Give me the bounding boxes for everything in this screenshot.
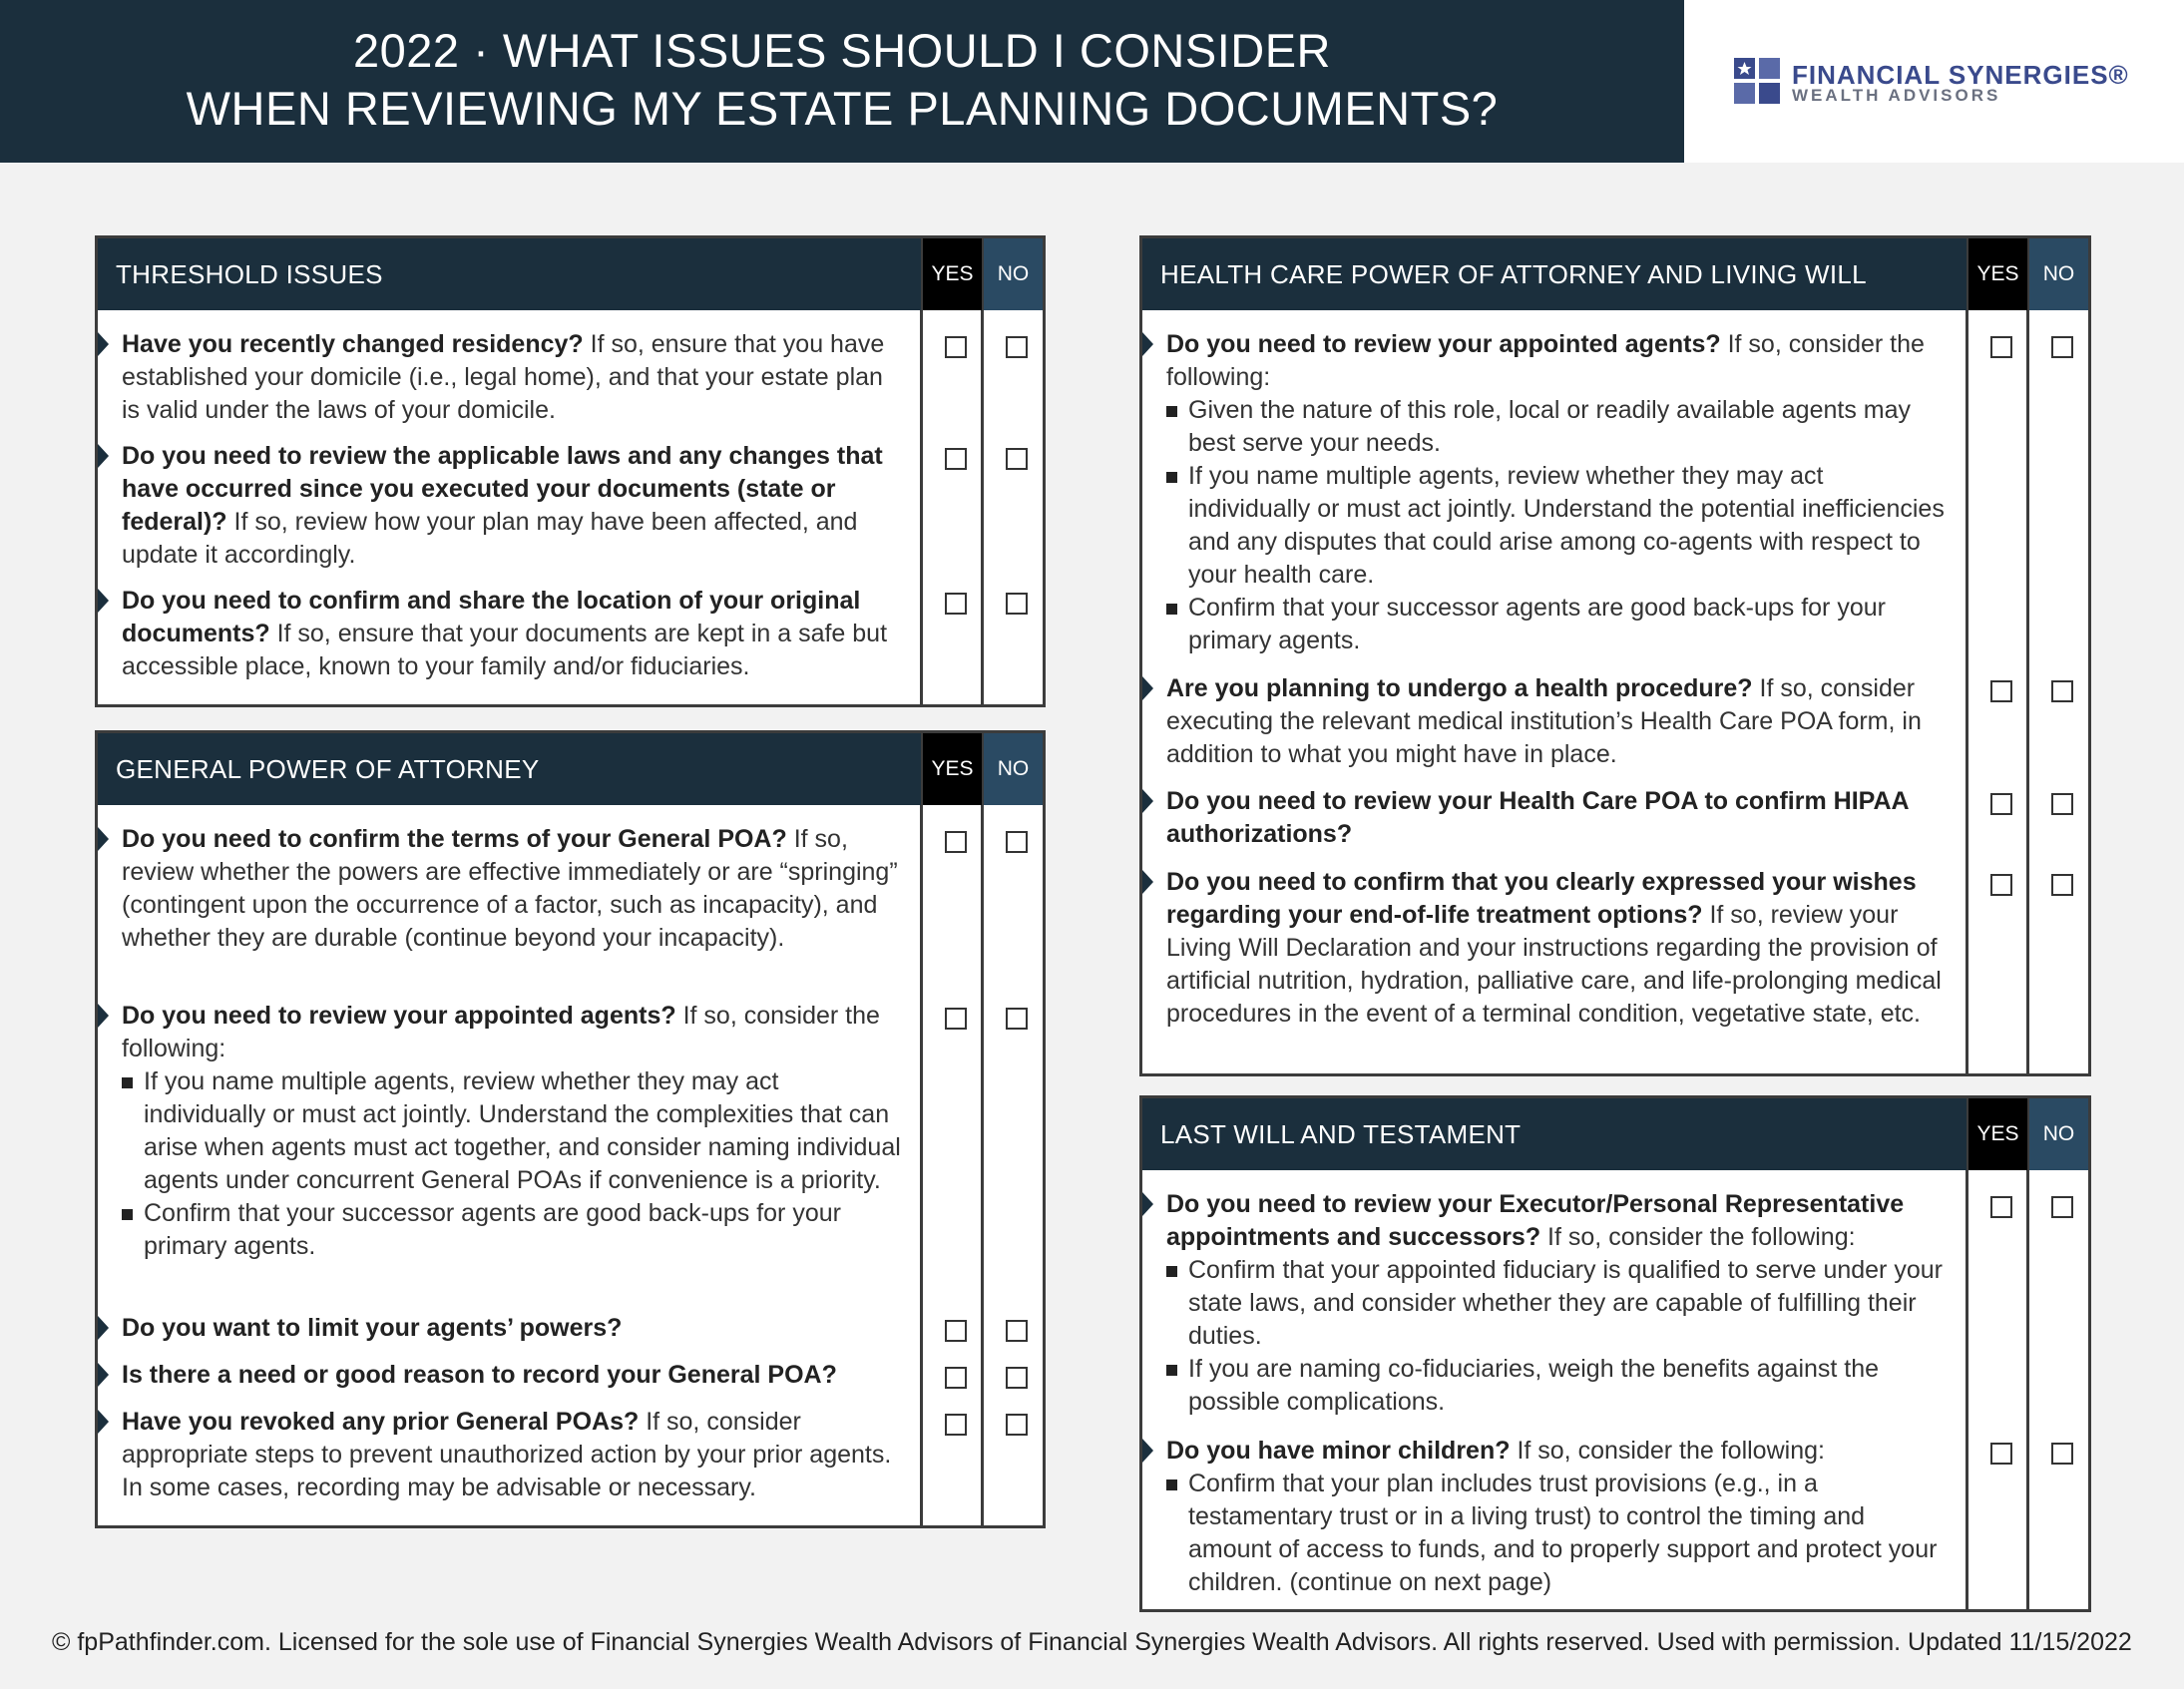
question: Is there a need or good reason to record your General POA? xyxy=(122,1361,837,1389)
yes-column-header: YES xyxy=(921,238,982,310)
column-divider xyxy=(2026,310,2029,1073)
yes-checkbox[interactable] xyxy=(945,336,967,358)
yes-checkbox[interactable] xyxy=(945,831,967,853)
no-checkbox[interactable] xyxy=(2051,874,2073,896)
list-item xyxy=(98,1359,901,1392)
question-detail: If so, review how your plan may have been affected, and update it accordingly. xyxy=(122,508,858,569)
no-checkbox[interactable] xyxy=(1006,448,1028,470)
column-divider xyxy=(981,805,984,1525)
logo-mark-icon xyxy=(1734,58,1780,104)
question-detail: If so, consider appropriate steps to prevent unauthorized action by your prior agents. In some cases, recording may be advisable or necessary. xyxy=(122,1408,892,1501)
panel-header xyxy=(98,238,1043,310)
arrow-icon xyxy=(98,1363,109,1387)
question: Do you have minor children? xyxy=(1166,1437,1511,1465)
column-divider xyxy=(920,310,923,704)
arrow-icon xyxy=(98,589,109,613)
list-item xyxy=(1142,672,1947,771)
no-column-header: NO xyxy=(982,733,1043,805)
no-checkbox[interactable] xyxy=(1006,1320,1028,1342)
no-checkbox[interactable] xyxy=(2051,336,2073,358)
yes-column-header: YES xyxy=(1966,1098,2027,1170)
panel-header xyxy=(98,733,1043,805)
column-divider xyxy=(920,805,923,1525)
bullet-item: If you are naming co-fiduciaries, weigh the benefits against the possible complications. xyxy=(1166,1353,1947,1419)
list-item xyxy=(1142,1188,1947,1419)
yes-checkbox[interactable] xyxy=(1990,874,2012,896)
list-item xyxy=(1142,1435,1947,1599)
logo xyxy=(1684,0,2184,163)
column-divider xyxy=(2026,1170,2029,1609)
no-checkbox[interactable] xyxy=(1006,336,1028,358)
no-checkbox[interactable] xyxy=(2051,1196,2073,1218)
list-item xyxy=(98,823,901,955)
no-checkbox[interactable] xyxy=(1006,593,1028,615)
last-will-panel xyxy=(1139,1095,2091,1612)
panel-title: LAST WILL AND TESTAMENT xyxy=(1160,1119,1522,1149)
no-column-header: NO xyxy=(2027,238,2088,310)
question: Have you recently changed residency? xyxy=(122,330,584,358)
no-checkbox[interactable] xyxy=(1006,1414,1028,1436)
yes-checkbox[interactable] xyxy=(945,1320,967,1342)
question-detail: If so, consider the following: xyxy=(1510,1437,1825,1465)
question-detail: If so, consider executing the relevant medical institution’s Health Care POA form, in addition to what you might have in place. xyxy=(1166,674,1922,768)
question-detail: If so, ensure that you have established your domicile (i.e., legal home), and that your estate plan is valid under the laws of your domicile. xyxy=(122,330,885,424)
question-detail: If so, review your Living Will Declaration and your instructions regarding the provision of artificial nutrition, hydration, palliative care, and life-prolonging medical procedures in the event of a terminal condition, vegetative state, etc. xyxy=(1166,901,1942,1028)
yes-checkbox[interactable] xyxy=(1990,336,2012,358)
no-checkbox[interactable] xyxy=(1006,1008,1028,1030)
question: Are you planning to undergo a health procedure? xyxy=(1166,674,1753,702)
footer-copyright: © fpPathfinder.com. Licensed for the sole use of Financial Synergies Wealth Advisors of Financial Synergies Wealth Advisors. All rights reserved. Used with permission. Updated 11/15/2022 xyxy=(52,1628,2132,1656)
arrow-icon xyxy=(1142,676,1153,700)
question: Do you need to review your Executor/Personal Representative appointments and successors? xyxy=(1166,1190,1905,1251)
question-detail: If so, ensure that your documents are kept in a safe but accessible place, known to your family and/or fiduciaries. xyxy=(122,620,888,680)
arrow-icon xyxy=(1142,1439,1153,1463)
column-divider xyxy=(1966,310,1968,1073)
yes-checkbox[interactable] xyxy=(945,1414,967,1436)
list-item xyxy=(98,440,901,572)
question-detail: If so, consider the following: xyxy=(1540,1223,1856,1251)
threshold-issues-panel xyxy=(95,235,1046,707)
no-column-header: NO xyxy=(2027,1098,2088,1170)
list-item xyxy=(1142,866,1947,1031)
no-checkbox[interactable] xyxy=(2051,793,2073,815)
question: Do you need to confirm that you clearly expressed your wishes regarding your end-of-life treatment options? xyxy=(1166,868,1917,929)
question-detail: If so, consider the following: xyxy=(122,1002,880,1062)
list-item xyxy=(98,1312,901,1345)
arrow-icon xyxy=(1142,789,1153,813)
arrow-icon xyxy=(1142,870,1153,894)
arrow-icon xyxy=(1142,332,1153,356)
bullet-item: Given the nature of this role, local or readily available agents may best serve your needs. xyxy=(1166,394,1947,460)
question: Do you need to review the applicable laws and any changes that have occurred since you executed your documents (state or federal)? xyxy=(122,442,883,536)
no-checkbox[interactable] xyxy=(2051,1443,2073,1465)
arrow-icon xyxy=(98,827,109,851)
panel-title: HEALTH CARE POWER OF ATTORNEY AND LIVING WILL xyxy=(1160,259,1867,289)
yes-checkbox[interactable] xyxy=(945,448,967,470)
question: Do you need to confirm and share the location of your original documents? xyxy=(122,587,861,647)
yes-checkbox[interactable] xyxy=(945,1367,967,1389)
bullet-item: Confirm that your successor agents are good back-ups for your primary agents. xyxy=(122,1197,901,1263)
arrow-icon xyxy=(98,1410,109,1434)
question: Do you need to review your appointed agents? xyxy=(122,1002,676,1030)
question-detail: If so, review whether the powers are effective immediately or are “springing” (contingent upon the occurrence of a factor, such as incapacity), and whether they are durable (continue beyond your incapacity). xyxy=(122,825,898,952)
no-checkbox[interactable] xyxy=(1006,1367,1028,1389)
panel-title: THRESHOLD ISSUES xyxy=(116,259,383,289)
arrow-icon xyxy=(98,1316,109,1340)
list-item xyxy=(1142,785,1947,851)
question: Do you want to limit your agents’ powers? xyxy=(122,1314,623,1342)
yes-checkbox[interactable] xyxy=(1990,1196,2012,1218)
yes-checkbox[interactable] xyxy=(945,1008,967,1030)
no-column-header: NO xyxy=(982,238,1043,310)
logo-subtitle: WEALTH ADVISORS xyxy=(1792,86,2001,105)
page-title-line-2: WHEN REVIEWING MY ESTATE PLANNING DOCUMENTS? xyxy=(186,82,1499,135)
general-poa-panel xyxy=(95,730,1046,1528)
yes-checkbox[interactable] xyxy=(1990,680,2012,702)
panel-header xyxy=(1142,238,2088,310)
list-item xyxy=(98,328,901,427)
arrow-icon xyxy=(98,332,109,356)
list-item xyxy=(98,585,901,683)
question: Do you need to review your appointed agents? xyxy=(1166,330,1721,358)
panel-title: GENERAL POWER OF ATTORNEY xyxy=(116,754,540,784)
list-item xyxy=(1142,328,1947,657)
bullet-item: If you name multiple agents, review whether they may act individually or must act jointly. Understand the complexities that can arise when agents must act together, and consider naming individual agents under concurrent General POAs if convenience is a priority. xyxy=(122,1065,901,1197)
no-checkbox[interactable] xyxy=(2051,680,2073,702)
arrow-icon xyxy=(98,444,109,468)
yes-checkbox[interactable] xyxy=(945,593,967,615)
bullet-item: Confirm that your successor agents are good back-ups for your primary agents. xyxy=(1166,592,1947,657)
column-divider xyxy=(981,310,984,704)
health-care-poa-panel xyxy=(1139,235,2091,1076)
question: Do you need to review your Health Care POA to confirm HIPAA authorizations? xyxy=(1166,787,1909,848)
question-detail: If so, consider the following: xyxy=(1166,330,1925,391)
yes-column-header: YES xyxy=(1966,238,2027,310)
page-title-line-1: 2022 · WHAT ISSUES SHOULD I CONSIDER xyxy=(353,24,1331,77)
yes-checkbox[interactable] xyxy=(1990,1443,2012,1465)
no-checkbox[interactable] xyxy=(1006,831,1028,853)
panel-header xyxy=(1142,1098,2088,1170)
page-title xyxy=(0,22,1684,138)
bullet-item: Confirm that your appointed fiduciary is qualified to serve under your state laws, and consider whether they are capable of fulfilling their duties. xyxy=(1166,1254,1947,1353)
yes-checkbox[interactable] xyxy=(1990,793,2012,815)
column-divider xyxy=(1966,1170,1968,1609)
bullet-item: Confirm that your plan includes trust provisions (e.g., in a testamentary trust or in a living trust) to control the timing and amount of access to funds, and to properly support and protect your children. (continue on next page) xyxy=(1166,1468,1947,1599)
list-item xyxy=(98,1000,901,1263)
arrow-icon xyxy=(98,1004,109,1028)
bullet-item: If you name multiple agents, review whether they may act individually or must act jointly. Understand the potential inefficiencies and any disputes that could arise among co-agents with respect to your health care. xyxy=(1166,460,1947,592)
list-item xyxy=(98,1406,901,1504)
question: Have you revoked any prior General POAs? xyxy=(122,1408,640,1436)
logo-name: FINANCIAL SYNERGIES® xyxy=(1792,60,2129,90)
arrow-icon xyxy=(1142,1192,1153,1216)
yes-column-header: YES xyxy=(921,733,982,805)
question: Do you need to confirm the terms of your General POA? xyxy=(122,825,787,853)
